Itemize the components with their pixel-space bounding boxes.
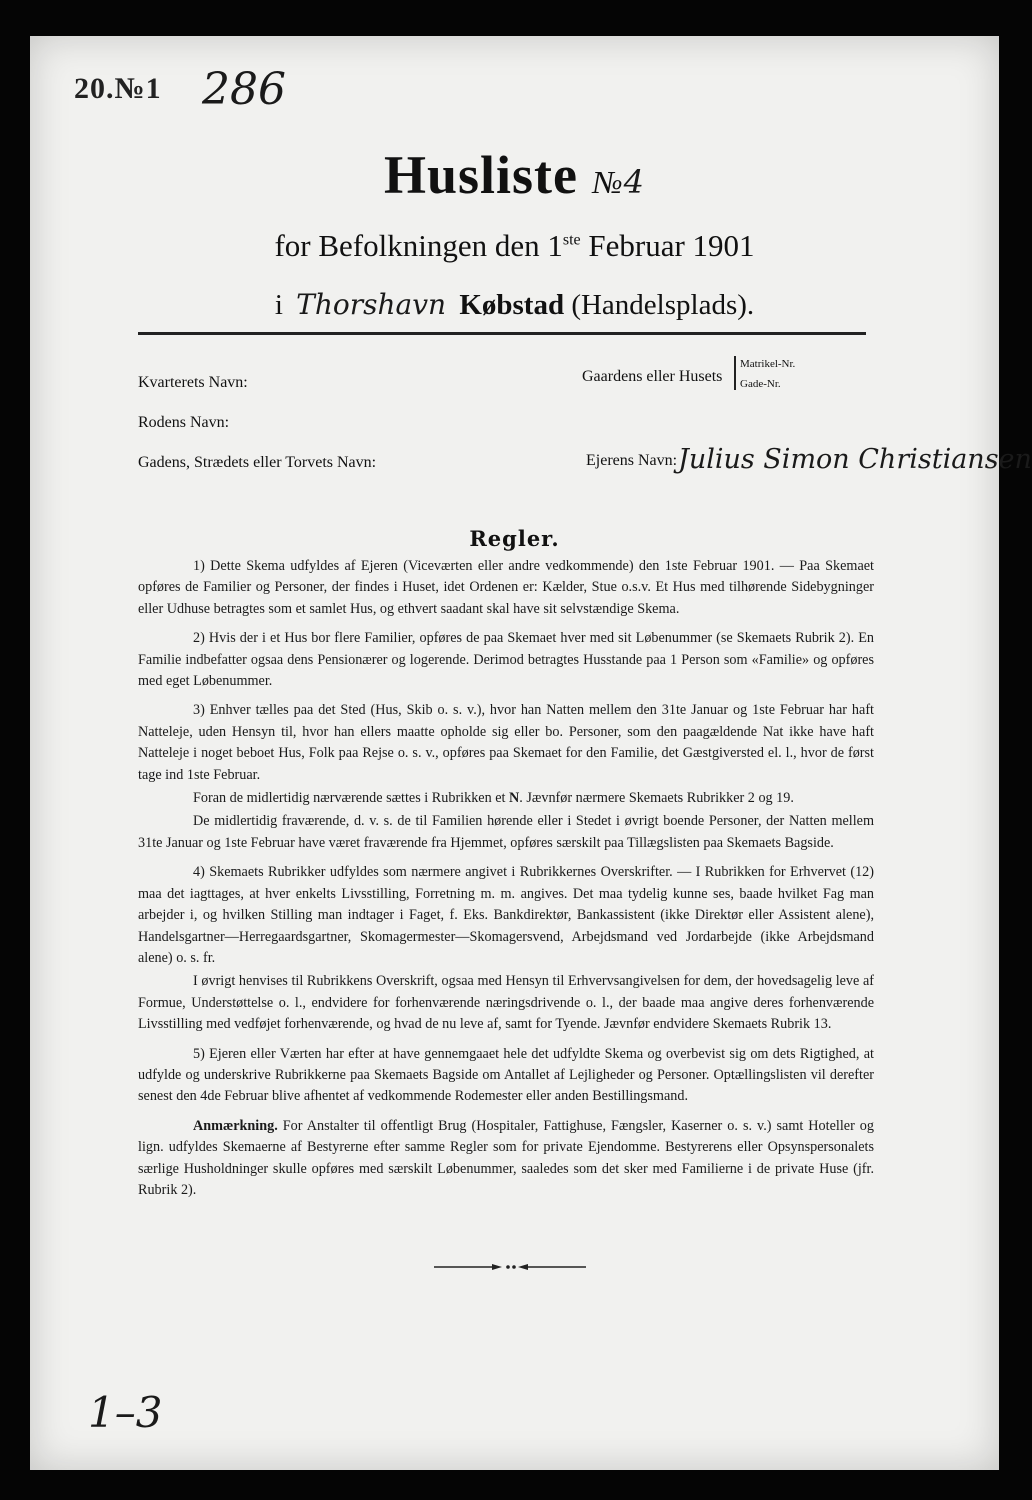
census-form-page [30,36,1032,1470]
handwritten-list-number: 286 [202,64,286,115]
handwritten-house-number: 4 [623,163,646,201]
note [138,1116,874,1202]
rule-3b-post: . Jævnfør nærmere Skemaets Rubrikker 2 og 19. [519,790,794,807]
number-mark: № [592,164,624,200]
place-suffix: (Handelsplads). [564,289,755,321]
subtitle-post: Februar 1901 [580,228,755,263]
note-text: For Anstalter til offentligt Brug (Hospitaler, Fattighuse, Fængsler, Kaserner o. s. v.) samt Hoteller og lign. udfyldes Skemaerne af Bestyrerne efter samme Regler som for private Ejendomme. Bestyrerens eller Opsynspersonalets særlige Husholdninger skulle opføres med særskilt Løbenummer, saaledes som det sker med Familierne i de private Huse (jfr. Rubrik 2). [138,1117,874,1198]
rule-3b [138,788,874,809]
subtitle [30,228,999,264]
rule-3: 3) Enhver tælles paa det Sted (Hus, Skib o. s. v.), hvor han Natten mellem den 31te Januar og 1ste Februar har haft Natteleje, uden Hensyn til, hvor han ellers maatte opholde sig eller bo. Personer, som den paagældende Nat ikke have haft Natteleje i noget beboet Hus, Folk paa Rejse o. s. v., opføres paa Skemaet for den Familie, det Gæstgiversted el. l., hvor de først tage ind 1ste Februar. [138,702,874,783]
field-gaden-label: Gadens, Strædets eller Torvets Navn: [138,454,377,471]
field-ejer-label: Ejerens Navn: [586,452,678,469]
ornament-divider [430,1260,590,1274]
field-matrikel-label: Matrikel-Nr. [740,358,796,370]
field-roden-label: Rodens Navn: [138,414,230,431]
title-divider [138,332,866,335]
rule-3b-bold: N [509,790,520,807]
rule-3b-pre: Foran de midlertidig nærværende sættes i Rubrikken et [193,790,510,807]
rule-4b: I øvrigt henvises til Rubrikkens Overskrift, ogsaa med Hensyn til Erhvervsangivelsen for dem, der hovedsagelig leve af Formue, Understøttelse o. l., endvidere for forhenværende næringsdrivende o. l., der baade maa angive deres forhenværende Livsstilling med vedføjet forhenværende, og hvad de nu leve af, samt for Tyende. Jævnfør endvidere Skemaets Rubrik 13. [138,973,874,1033]
subtitle-pre: for Befolkningen den 1 [274,228,563,263]
rule-2: 2) Hvis der i et Hus bor flere Familier, opføres de paa Skemaet hver med sit Løbenummer (se Skemaets Rubrik 2). En Familie indbefatter ogsaa dens Pensionærer og logerende. Derimod betragtes Husstande paa 1 Person som «Familie» og opføres med eget Løbenummer. [138,630,874,690]
field-gaard-label: Gaardens eller Husets [582,368,723,385]
rule-5: 5) Ejeren eller Værten har efter at have gennemgaaet hele det udfyldte Skema og overbevist sig om dets Rigtighed, at udfylde og underskrive Rubrikkerne paa Skemaets Bagside om Antallet af Lejligheder og Personer. Optællingslisten vil derefter senest den 4de Februar blive afhentet af vedkommende Rodemester eller anden Bestillingsmand. [138,1045,874,1105]
place-bold: Købstad [459,289,565,321]
place-line [30,288,999,322]
subtitle-sup: ste [562,231,581,249]
handwritten-town: Thorshavn [296,288,447,321]
field-gade-nr-label: Gade-Nr. [740,378,781,390]
handwritten-corner-note: 1–3 [88,1388,163,1437]
brace-divider [734,356,736,390]
note-label: Anmærkning. [193,1117,278,1134]
form-number: 20.№1 [74,72,162,105]
handwritten-owner-name: Julius Simon Christiansen [678,444,1032,475]
rule-4: 4) Skemaets Rubrikker udfyldes som nærmere angivet i Rubrikkernes Overskrifter. — I Rubrikken for Erhvervet (12) maa det iagttages, at hver enkelts Livsstilling, Forretning m. m. angives. Det maa tydelig kunne ses, baade hvilket Fag man arbejder i, og hvilken Stilling man indtager i Faget, f. Eks. Bankdirektør, Bankassistent (ikke Direktør eller Assistent alene), Handelsgartner—Herregaardsgartner, Skomagermester—Skomagersvend, Arbejdsmand ved Jordarbejde (ikke Arbejdsmand alene) o. s. fr. [138,864,874,966]
place-prefix: i [274,289,283,321]
rules-heading: Regler. [469,526,560,551]
field-kvarter-label: Kvarterets Navn: [138,374,248,391]
rule-1: 1) Dette Skema udfyldes af Ejeren (Viceværten eller andre vedkommende) den 1ste Februar 1901. — Paa Skemaet opføres de Familier og Personer, der findes i Huset, idet Ordenen er: Kælder, Stue o.s.v. Et Hus med tilhørende Sidebygninger eller Udhuse betragtes som et samlet Hus, og ethvert saadant skal have sit selvstændige Skema. [138,558,874,617]
rule-3c: De midlertidig fraværende, d. v. s. de til Familien hørende eller i Stedet i øvrigt boende Personer, der Natten mellem 31te Januar og 1ste Februar have været fraværende fra Hjemmet, opføres særskilt paa Tillægslisten paa Skemaets Bagside. [138,813,874,851]
title-text: Husliste [383,145,578,205]
page-title [30,144,999,206]
rules-body [138,556,874,1209]
